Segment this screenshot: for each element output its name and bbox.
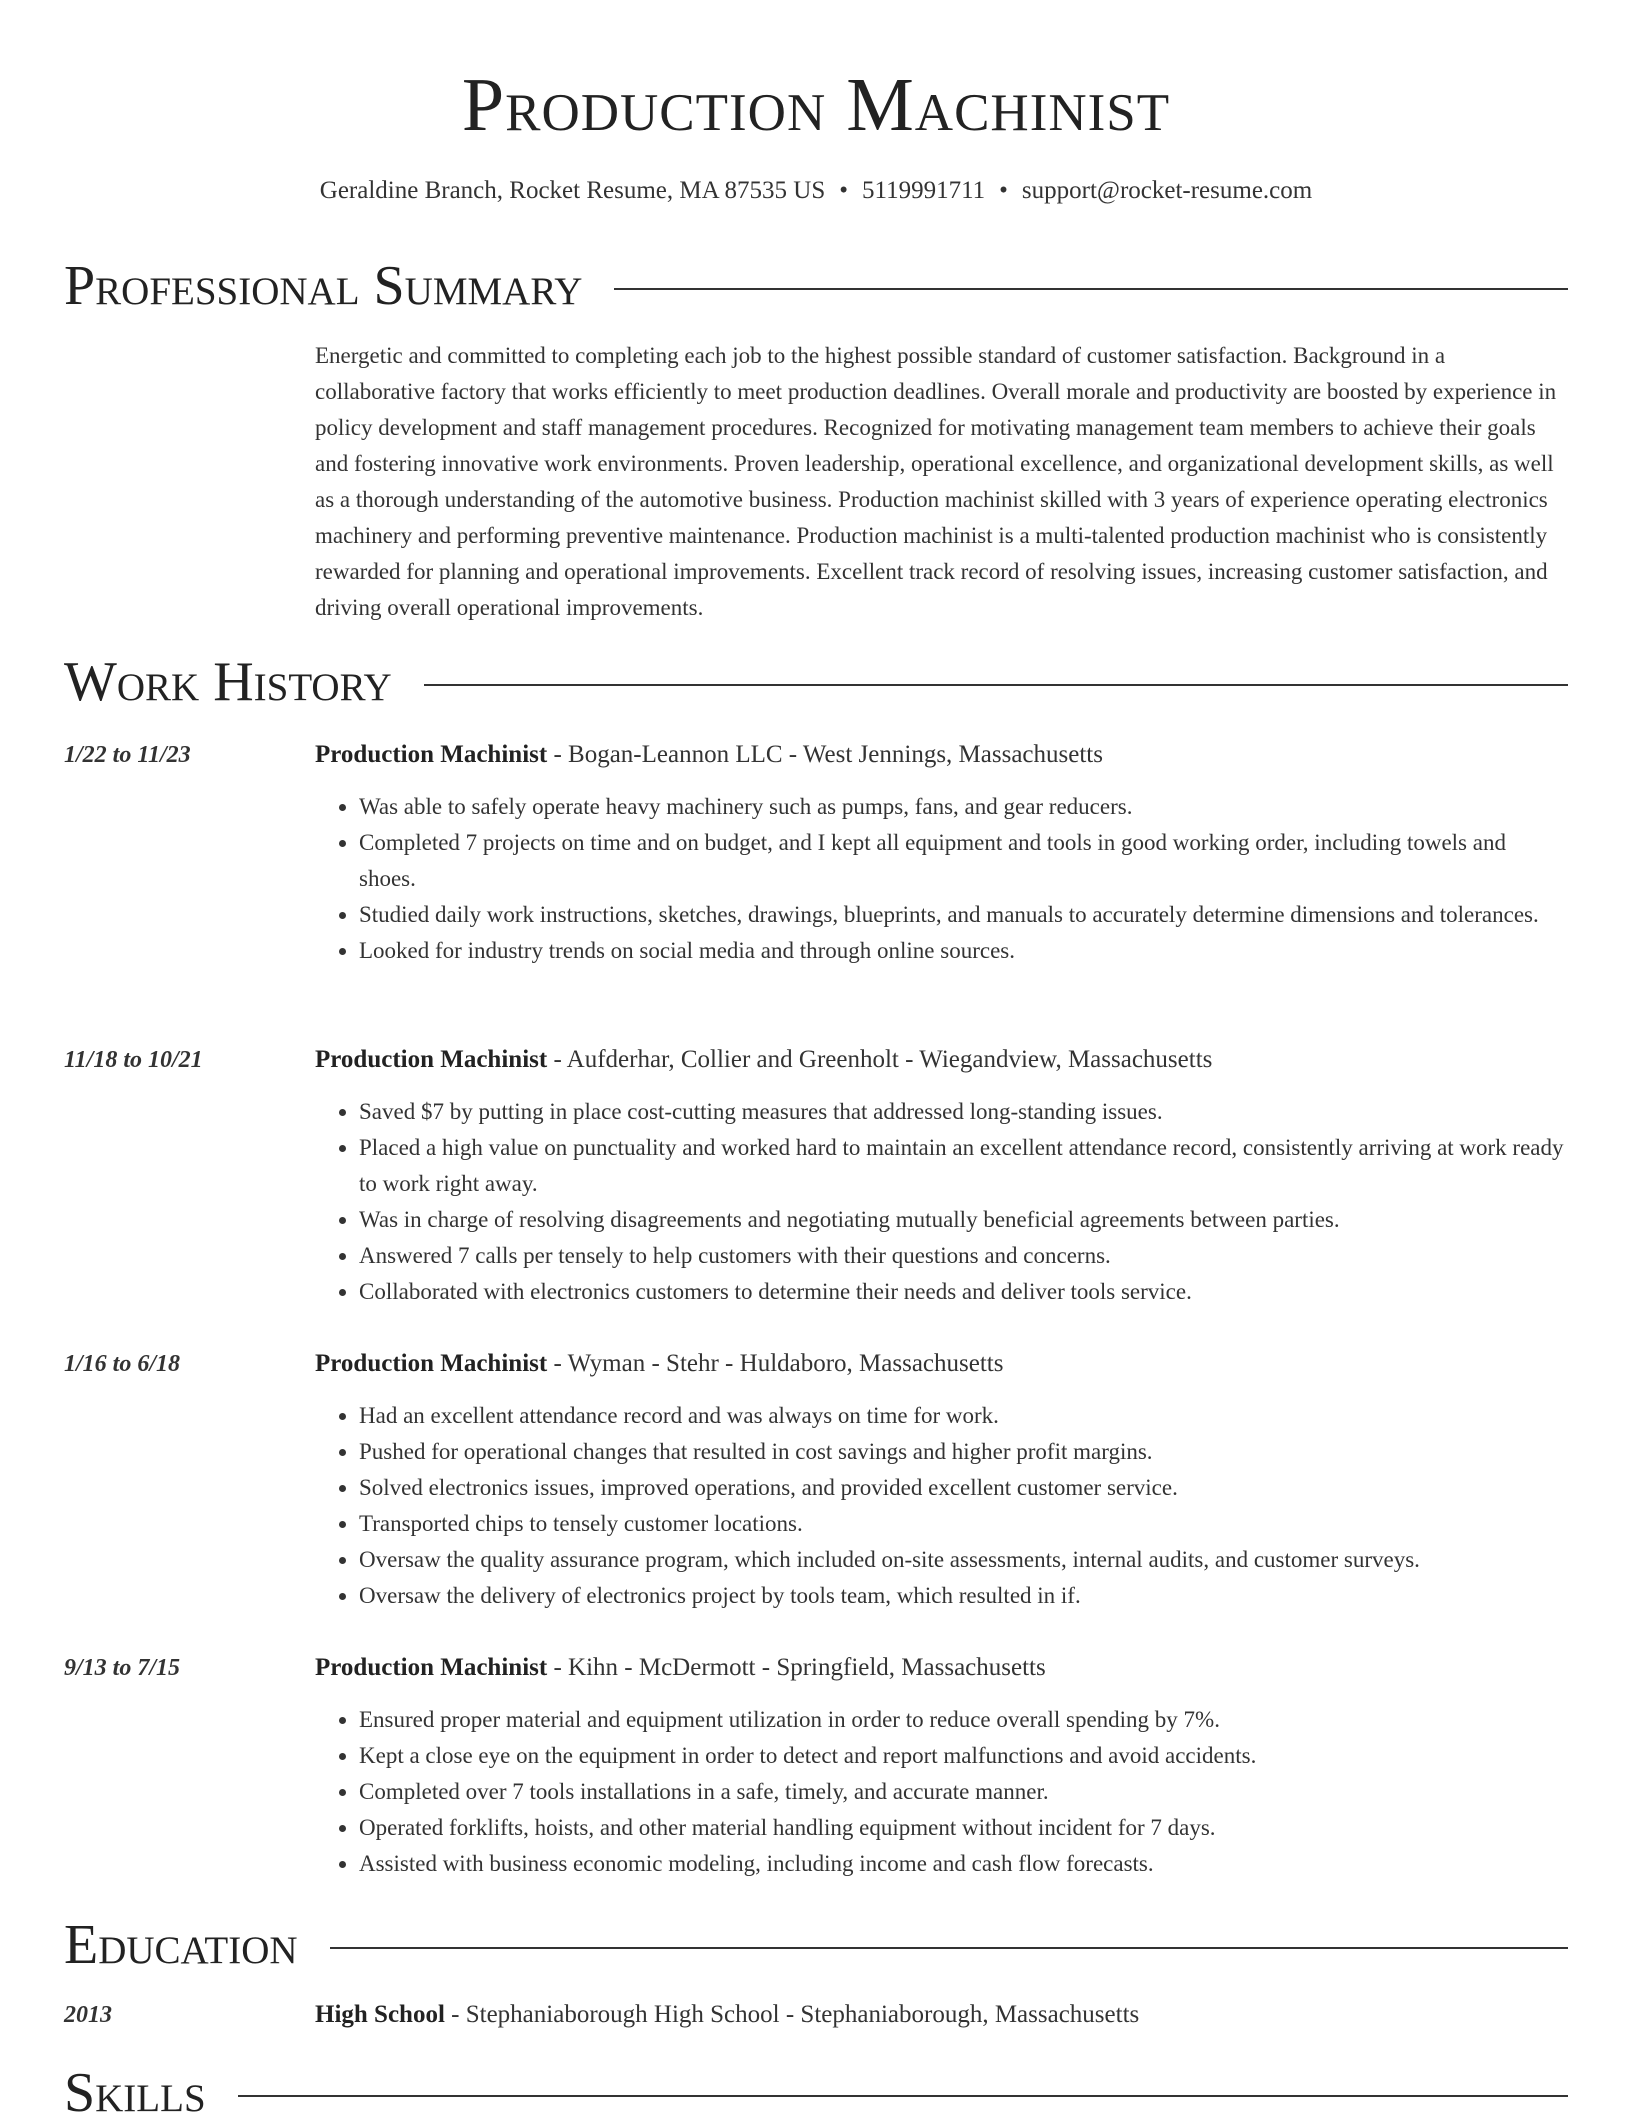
job-bullet: • Answered 7 calls per tensely to help customers with their questions and concerns. xyxy=(359,1238,1568,1274)
job-dates: 9/13 to 7/15 xyxy=(64,1655,181,1681)
job-bullet: • Collaborated with electronics customers to determine their needs and deliver tools service. xyxy=(359,1274,1568,1310)
job-bullet: • Assisted with business economic modeling, including income and cash flow forecasts. xyxy=(359,1846,1568,1882)
job-employer: - Bogan-Leannon LLC - West Jennings, Massachusetts xyxy=(547,741,1103,768)
job-employer: - Aufderhar, Collier and Greenholt - Wiegandview, Massachusetts xyxy=(547,1046,1213,1073)
work-history-heading: Work History xyxy=(64,651,392,713)
summary-heading: Professional Summary xyxy=(64,255,583,317)
job-dates: 11/18 to 10/21 xyxy=(64,1047,203,1073)
job-bullet: • Saved $7 by putting in place cost-cutting measures that addressed long-standing issues. xyxy=(359,1094,1568,1130)
contact-separator: • xyxy=(839,177,848,204)
job-bullet: • Was able to safely operate heavy machinery such as pumps, fans, and gear reducers. xyxy=(359,789,1568,825)
contact-address: Geraldine Branch, Rocket Resume, MA 87535 US xyxy=(319,177,826,204)
job-bullet: • Transported chips to tensely customer locations. xyxy=(359,1506,1568,1542)
contact-line xyxy=(0,174,1632,208)
job-heading xyxy=(315,1346,1003,1382)
summary-section-header xyxy=(64,254,1568,318)
contact-phone: 5119991711 xyxy=(862,177,986,204)
job-title: Production Machinist xyxy=(315,1046,548,1073)
job-bullet: • Oversaw the quality assurance program, which included on-site assessments, internal audits, and customer surveys. xyxy=(359,1542,1568,1578)
job-bullet: • Completed 7 projects on time and on budget, and I kept all equipment and tools in good working order, including towels and shoes. xyxy=(359,825,1568,897)
job-bullets xyxy=(315,789,1568,969)
section-divider xyxy=(330,1947,1568,1949)
job-bullet: • Pushed for operational changes that resulted in cost savings and higher profit margins. xyxy=(359,1434,1568,1470)
section-divider xyxy=(614,288,1568,290)
education-heading: Education xyxy=(64,1914,298,1976)
job-title: Production Machinist xyxy=(315,741,548,768)
work-history-section-header xyxy=(64,650,1568,714)
job-title: Production Machinist xyxy=(315,1654,548,1681)
job-bullet: • Operated forklifts, hoists, and other material handling equipment without incident for 7 days. xyxy=(359,1810,1568,1846)
skills-section-header xyxy=(64,2061,1568,2125)
contact-email: support@rocket-resume.com xyxy=(1021,177,1313,204)
job-bullet: • Studied daily work instructions, sketches, drawings, blueprints, and manuals to accurately determine dimensions and tolerances. xyxy=(359,897,1568,933)
job-bullet: • Kept a close eye on the equipment in order to detect and report malfunctions and avoid accidents. xyxy=(359,1738,1568,1774)
job-employer: - Wyman - Stehr - Huldaboro, Massachusetts xyxy=(547,1350,1004,1377)
job-title: Production Machinist xyxy=(315,1350,548,1377)
job-heading xyxy=(315,737,1103,773)
job-dates: 1/22 to 11/23 xyxy=(64,742,191,768)
job-bullet: • Placed a high value on punctuality and worked hard to maintain an excellent attendance record, consistently arriving at work ready to work right away. xyxy=(359,1130,1568,1202)
job-bullet: • Had an excellent attendance record and was always on time for work. xyxy=(359,1398,1568,1434)
skills-heading: Skills xyxy=(64,2062,206,2124)
education-section-header xyxy=(64,1913,1568,1977)
education-heading-line xyxy=(315,1997,1139,2033)
job-employer: - Kihn - McDermott - Springfield, Massachusetts xyxy=(547,1654,1046,1681)
job-bullets xyxy=(315,1094,1568,1310)
education-school: - Stephaniaborough High School - Stephaniaborough, Massachusetts xyxy=(444,2001,1140,2028)
job-heading xyxy=(315,1042,1212,1078)
job-bullet: • Ensured proper material and equipment utilization in order to reduce overall spending by 7%. xyxy=(359,1702,1568,1738)
summary-text: Energetic and committed to completing each job to the highest possible standard of customer satisfaction. Background in a collaborative factory that works efficiently to meet production deadlines. Overall morale and productivity are boosted by experience in policy development and staff management procedures. Recognized for motivating management team members to achieve their goals and fostering innovative work environments. Proven leadership, operational excellence, and organizational development skills, as well as a thorough understanding of the automotive business. Production machinist skilled with 3 years of experience operating electronics machinery and performing preventive maintenance. Production machinist is a multi-talented production machinist who is consistently rewarded for planning and operational improvements. Excellent track record of resolving issues, increasing customer satisfaction, and driving overall operational improvements. xyxy=(315,343,1557,620)
job-bullets xyxy=(315,1398,1568,1614)
section-divider xyxy=(238,2095,1568,2097)
job-bullet: • Oversaw the delivery of electronics project by tools team, which resulted in if. xyxy=(359,1578,1568,1614)
job-bullet: • Solved electronics issues, improved operations, and provided excellent customer service. xyxy=(359,1470,1568,1506)
education-year: 2013 xyxy=(64,2002,112,2028)
job-heading xyxy=(315,1650,1046,1686)
education-degree: High School xyxy=(315,2001,445,2028)
section-divider xyxy=(424,684,1568,686)
job-bullets xyxy=(315,1702,1568,1882)
resume-title: Production Machinist xyxy=(461,63,1171,147)
contact-separator: • xyxy=(999,177,1008,204)
job-bullet: • Completed over 7 tools installations in a safe, timely, and accurate manner. xyxy=(359,1774,1568,1810)
job-dates: 1/16 to 6/18 xyxy=(64,1351,181,1377)
job-bullet: • Looked for industry trends on social media and through online sources. xyxy=(359,933,1568,969)
job-bullet: • Was in charge of resolving disagreements and negotiating mutually beneficial agreements between parties. xyxy=(359,1202,1568,1238)
